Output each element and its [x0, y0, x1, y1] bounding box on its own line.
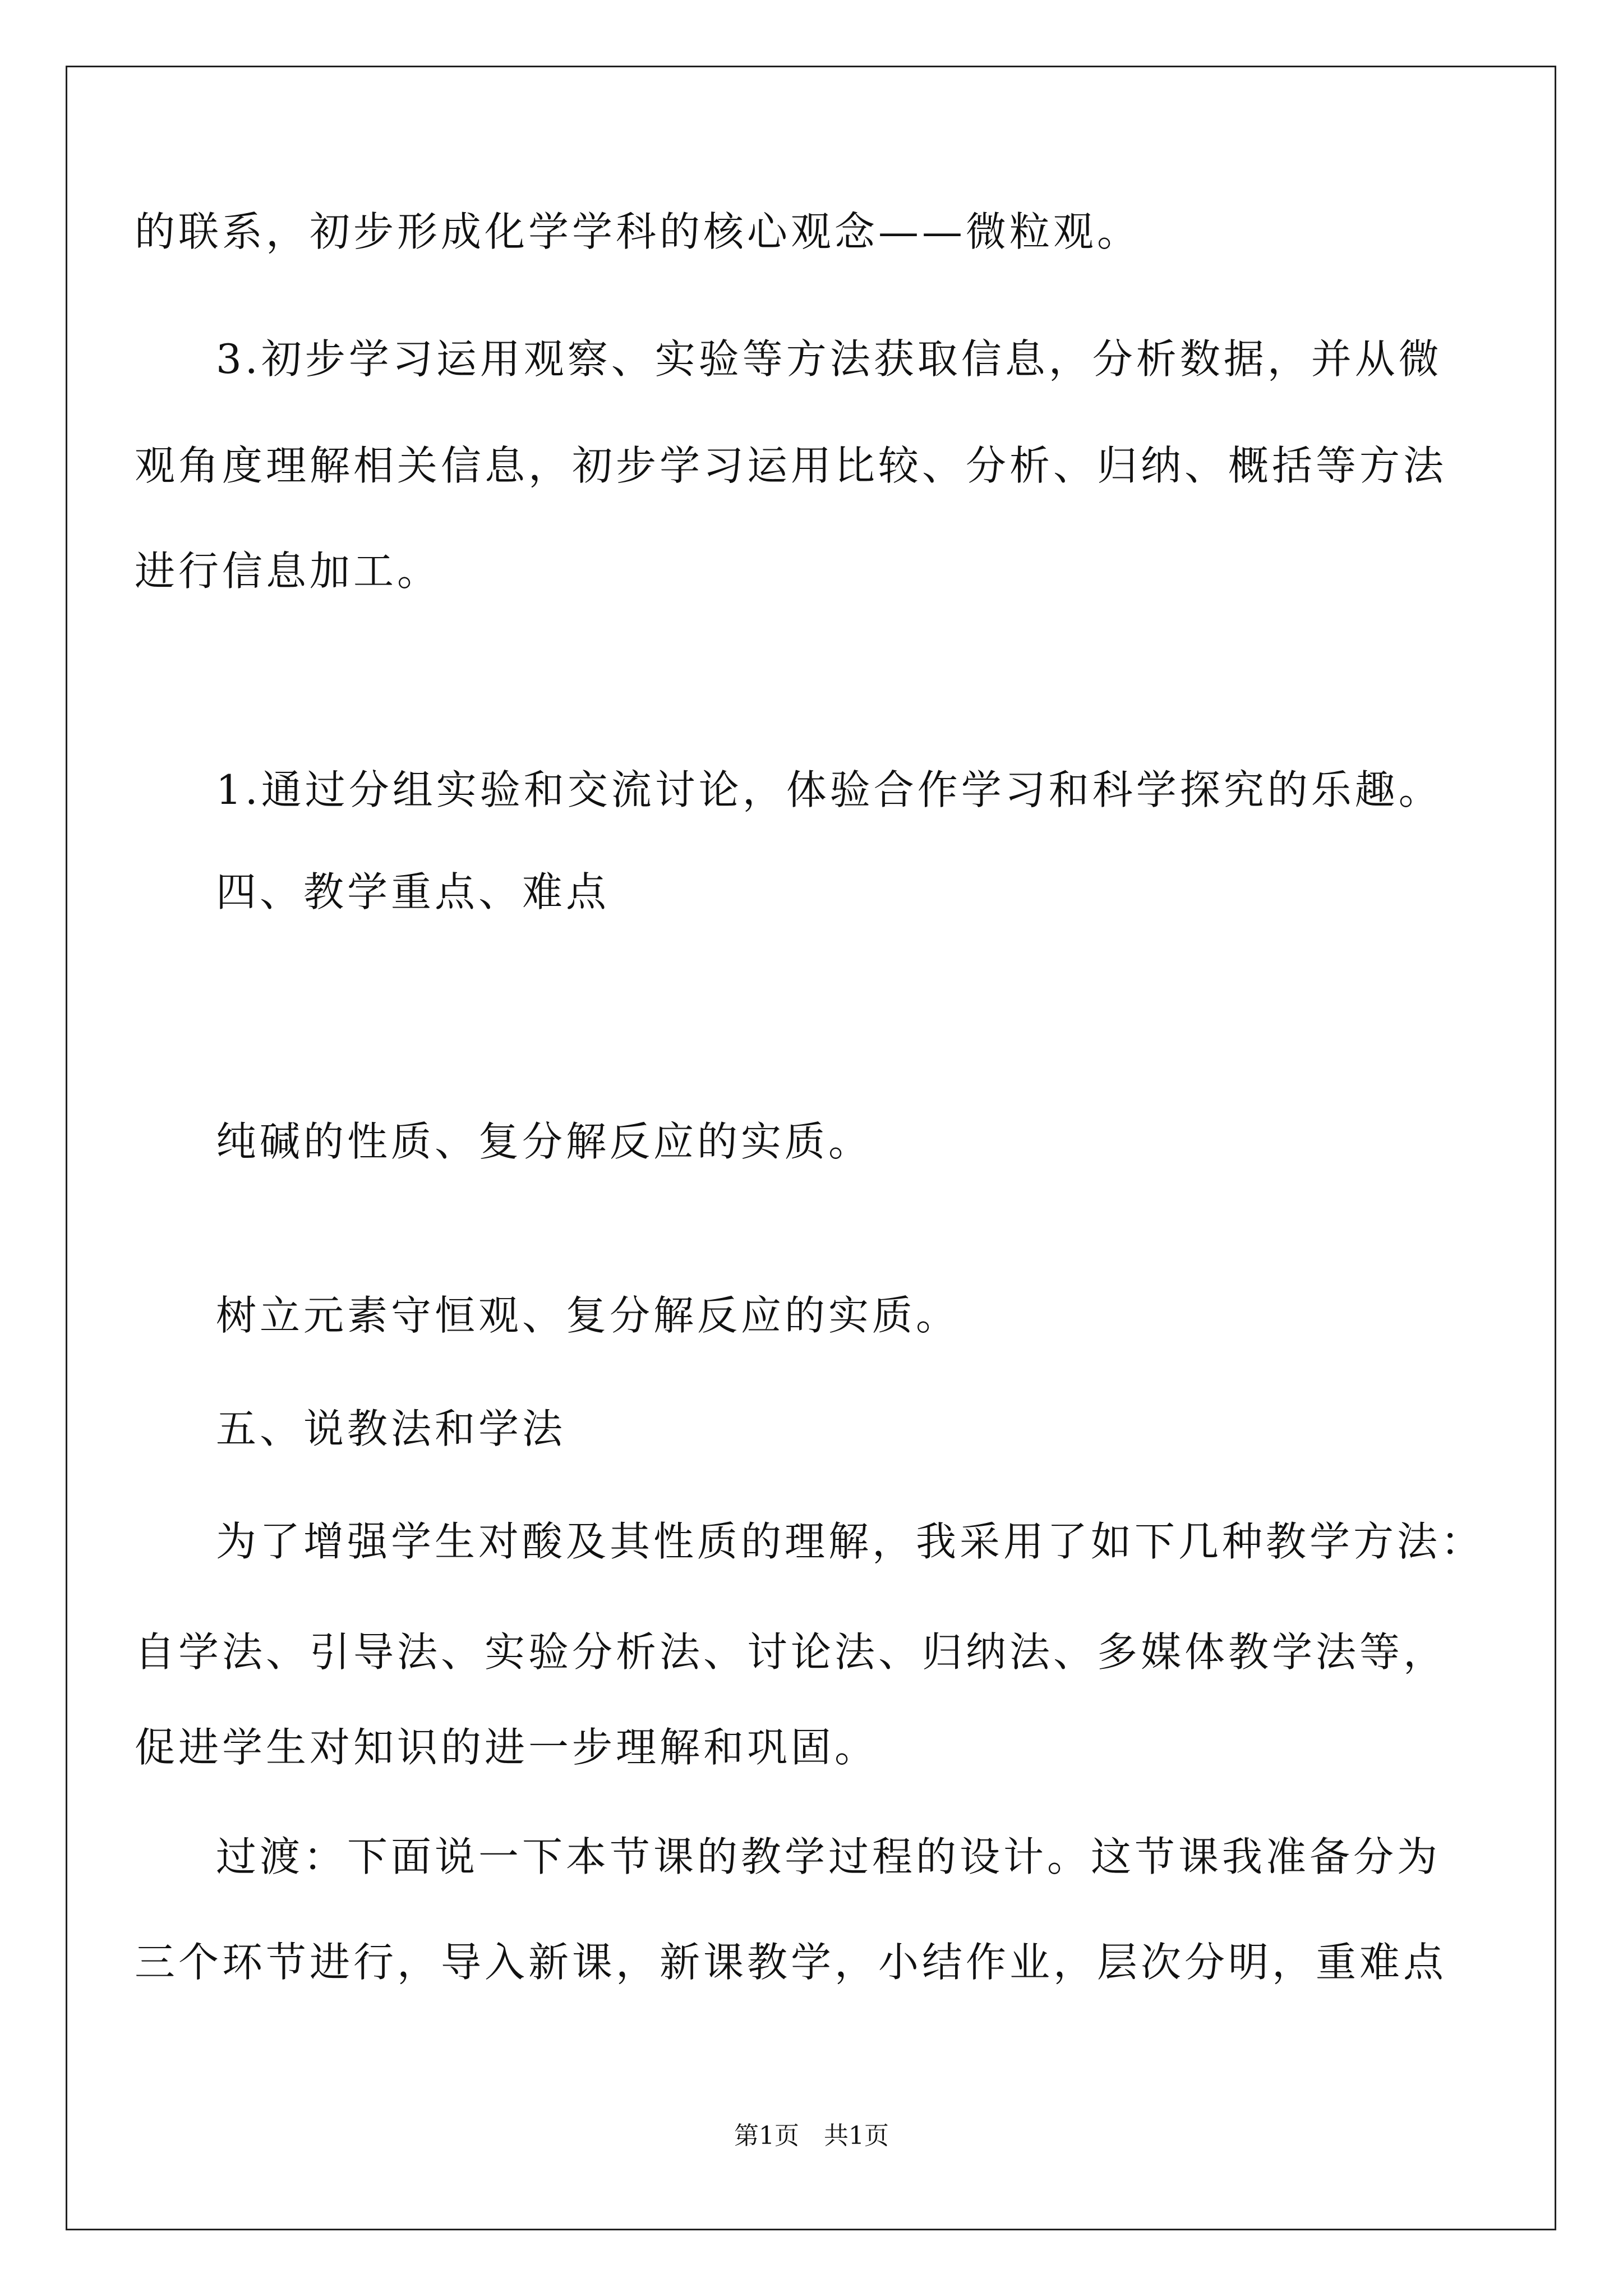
document-body: [135, 0, 1485, 2296]
text-line: 纯碱的性质、复分解反应的实质。: [216, 1118, 873, 1165]
text-line: 1.通过分组实验和交流讨论，体验合作学习和科学探究的乐趣。: [216, 766, 1442, 813]
section-heading: 五、说教法和学法: [216, 1405, 566, 1452]
text-line: 过渡：下面说一下本节课的教学过程的设计。这节课我准备分为: [216, 1833, 1441, 1880]
text-line: 树立元素守恒观、复分解反应的实质。: [216, 1292, 960, 1339]
text-line: 促进学生对知识的进一步理解和巩固。: [135, 1724, 879, 1771]
text-line: 观角度理解相关信息，初步学习运用比较、分析、归纳、概括等方法: [135, 442, 1447, 489]
text-line: 为了增强学生对酸及其性质的理解，我采用了如下几种教学方法：: [216, 1518, 1485, 1565]
text-line: 三个环节进行，导入新课，新课教学，小结作业，层次分明，重难点: [135, 1939, 1447, 1986]
text-line: 3.初步学习运用观察、实验等方法获取信息，分析数据，并从微: [216, 335, 1442, 383]
text-line: 自学法、引导法、实验分析法、讨论法、归纳法、多媒体教学法等，: [135, 1628, 1447, 1676]
section-heading: 四、教学重点、难点: [216, 868, 610, 915]
text-line: 的联系，初步形成化学学科的核心观念——微粒观。: [135, 208, 1141, 255]
text-line: 进行信息加工。: [135, 547, 441, 595]
page-footer: 第1页 共1页: [734, 2122, 889, 2150]
